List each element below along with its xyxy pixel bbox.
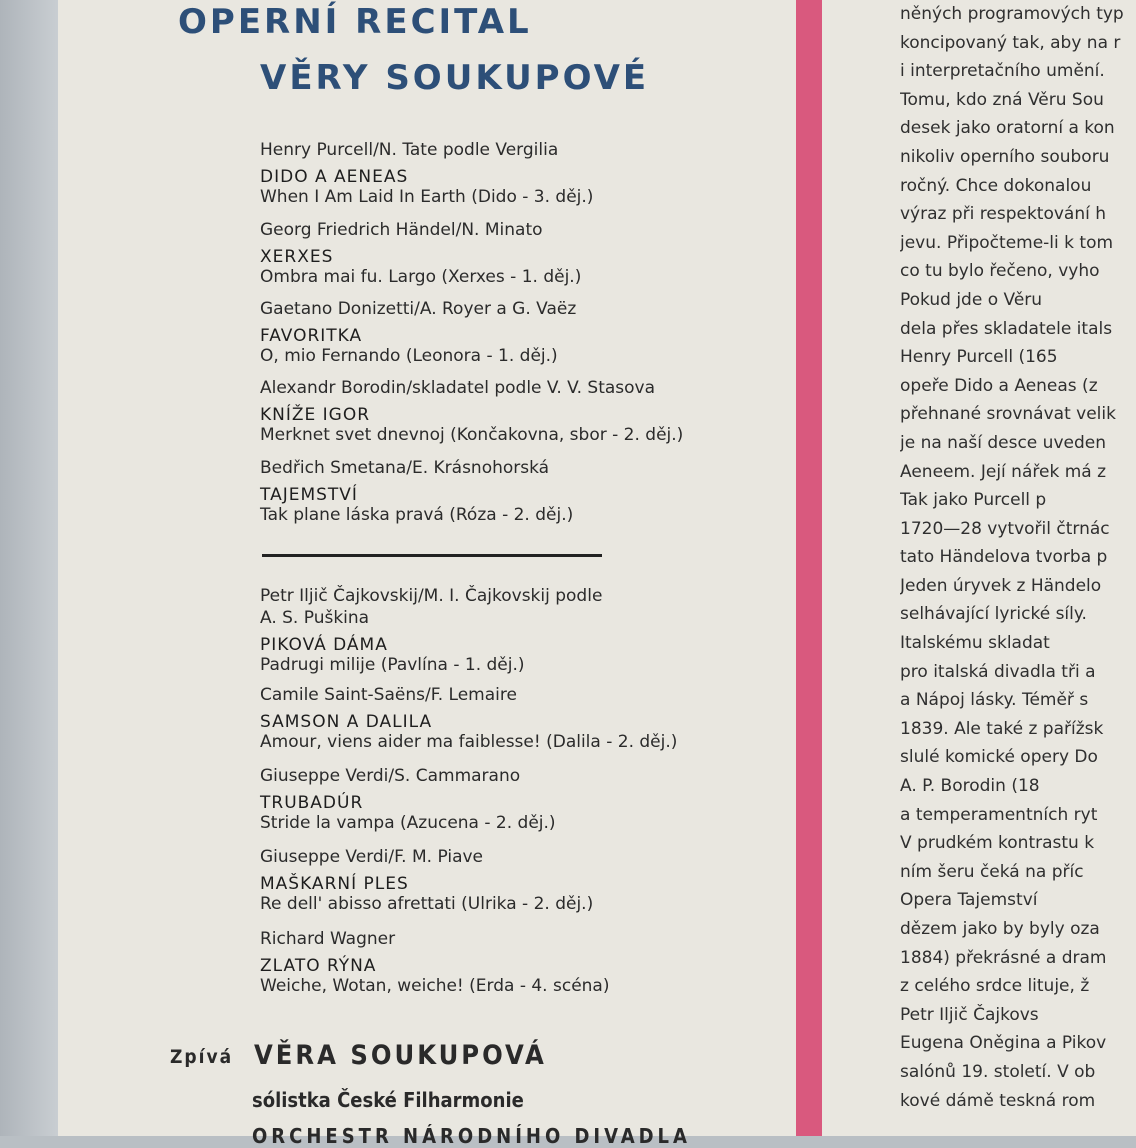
liner-note-line: Pokud jde o Věru (900, 289, 1043, 310)
liner-note-line: salónů 19. století. V ob (900, 1061, 1096, 1082)
liner-note-line: 1720—28 vytvořil čtrnác (900, 518, 1110, 539)
track-3 (260, 298, 740, 366)
track-7 (260, 684, 740, 752)
liner-note-line: ním šeru čeká na příc (900, 861, 1084, 882)
track-composer: Henry Purcell/N. Tate podle Vergilia (260, 140, 559, 160)
liner-note-line: dela přes skladatele itals (900, 318, 1113, 339)
liner-note-line: dězem jako by byly oza (900, 919, 1100, 939)
liner-note-line: ročný. Chce dokonalou (900, 175, 1092, 196)
track-composer: Georg Friedrich Händel/N. Minato (260, 220, 543, 240)
liner-note-line: Jeden úryvek z Händelo (900, 575, 1102, 596)
liner-note-line: A. P. Borodin (18 (900, 776, 1040, 797)
track-2 (260, 219, 740, 287)
track-opera: TRUBADÚR (260, 793, 364, 813)
liner-note-line: Aeneem. Její nářek má z (900, 461, 1106, 482)
track-composer: Giuseppe Verdi/S. Cammarano (260, 766, 521, 786)
track-8 (260, 765, 740, 833)
track-1 (260, 139, 740, 207)
liner-note-line: 1884) překrásné a dram (900, 947, 1107, 968)
track-opera: PIKOVÁ DÁMA (260, 635, 388, 655)
track-aria: Amour, viens aider ma faiblesse! (Dalila - 2. děj.) (260, 732, 678, 752)
track-composer-continued: A. S. Puškina (260, 608, 370, 628)
liner-note-line: Tomu, kdo zná Věru Sou (900, 89, 1104, 110)
track-opera: KNÍŽE IGOR (260, 405, 371, 425)
liner-note-line: kové dámě teskná rom (900, 1090, 1096, 1111)
title-line-1: OPERNÍ RECITAL (178, 2, 532, 42)
liner-note-line: Petr Iljič Čajkovs (900, 1004, 1039, 1025)
track-9 (260, 846, 740, 914)
track-4 (260, 377, 740, 445)
liner-note-line: z celého srdce lituje, ž (900, 976, 1090, 997)
liner-note-line: pro italská divadla tři a (900, 661, 1096, 682)
track-composer: Camile Saint-Saëns/F. Lemaire (260, 685, 517, 705)
liner-note-line: selhávající lyrické síly. (900, 604, 1087, 625)
track-aria: Re dell' abisso afrettati (Ulrika - 2. děj.) (260, 894, 594, 914)
background-edge (0, 0, 58, 1136)
track-opera: XERXES (260, 247, 334, 267)
liner-note-line: V prudkém kontrastu k (900, 833, 1095, 854)
track-composer: Alexandr Borodin/skladatel podle V. V. Stasova (260, 378, 656, 398)
track-aria: Padrugi milije (Pavlína - 1. děj.) (260, 655, 525, 675)
track-aria: Merknet svet dnevnoj (Končakovna, sbor - 2. děj.) (260, 425, 684, 445)
liner-note-line: desek jako oratorní a kon (900, 118, 1115, 139)
liner-note-line: nikoliv operního souboru (900, 146, 1110, 167)
pink-stripe (796, 0, 822, 1136)
track-aria: Stride la vampa (Azucena - 2. děj.) (260, 813, 556, 833)
track-6 (260, 585, 740, 675)
orchestra-credit: ORCHESTR NÁRODNÍHO DIVADLA (252, 1124, 691, 1148)
liner-note-line: i interpretačního umění. (900, 61, 1105, 82)
track-aria: When I Am Laid In Earth (Dido - 3. děj.) (260, 187, 594, 207)
liner-note-line: jevu. Připočteme-li k tom (900, 232, 1114, 253)
soloist-credit: sólistka České Filharmonie (252, 1088, 524, 1112)
track-opera: MAŠKARNÍ PLES (260, 874, 409, 894)
track-opera: SAMSON A DALILA (260, 712, 433, 732)
liner-note-line: tato Händelova tvorba p (900, 547, 1108, 568)
liner-note-line: přehnané srovnávat velik (900, 404, 1116, 425)
liner-note-line: Italskému skladat (900, 633, 1050, 654)
liner-note-line: slulé komické opery Do (900, 747, 1098, 768)
liner-note-line (900, 1115, 1136, 1144)
liner-note-line: Opera Tajemství (900, 890, 1038, 911)
singer-name: VĚRA SOUKUPOVÁ (254, 1040, 547, 1071)
track-10 (260, 928, 740, 996)
liner-note-line: opeře Dido a Aeneas (z (900, 375, 1098, 396)
liner-note-line: Eugena Oněgina a Pikov (900, 1033, 1107, 1054)
liner-note-line: Henry Purcell (165 (900, 347, 1058, 368)
liner-note-line: a temperamentních ryt (900, 804, 1098, 825)
track-composer: Giuseppe Verdi/F. M. Piave (260, 847, 484, 867)
sings-label: Zpívá (170, 1046, 234, 1068)
liner-note-line: Tak jako Purcell p (900, 490, 1047, 511)
liner-note-line: je na naší desce uveden (900, 432, 1106, 453)
track-opera: ZLATO RÝNA (260, 956, 377, 976)
track-opera: TAJEMSTVÍ (260, 485, 358, 505)
liner-note-line: něných programových typ (900, 4, 1124, 24)
track-opera: FAVORITKA (260, 326, 363, 346)
liner-note-line: 1839. Ale také z pařížsk (900, 718, 1104, 739)
side-divider (262, 554, 602, 557)
track-aria: Weiche, Wotan, weiche! (Erda - 4. scéna) (260, 976, 610, 996)
track-opera: DIDO A AENEAS (260, 167, 409, 187)
track-5 (260, 457, 740, 525)
track-composer: Gaetano Donizetti/A. Royer a G. Vaëz (260, 299, 577, 319)
track-aria: O, mio Fernando (Leonora - 1. děj.) (260, 346, 558, 366)
liner-note-line: koncipovaný tak, aby na r (900, 32, 1121, 53)
liner-note-line: a Nápoj lásky. Téměř s (900, 690, 1089, 711)
track-aria: Tak plane láska pravá (Róza - 2. děj.) (260, 505, 574, 525)
liner-note-line: co tu bylo řečeno, vyho (900, 261, 1100, 282)
title-line-2: VĚRY SOUKUPOVÉ (260, 58, 650, 98)
track-composer: Petr Iljič Čajkovskij/M. I. Čajkovskij podle (260, 586, 603, 606)
liner-note-line: výraz při respektování h (900, 204, 1107, 225)
track-aria: Ombra mai fu. Largo (Xerxes - 1. děj.) (260, 267, 582, 287)
track-composer: Bedřich Smetana/E. Krásnohorská (260, 458, 550, 478)
liner-notes (900, 0, 1136, 1144)
track-composer: Richard Wagner (260, 929, 396, 949)
